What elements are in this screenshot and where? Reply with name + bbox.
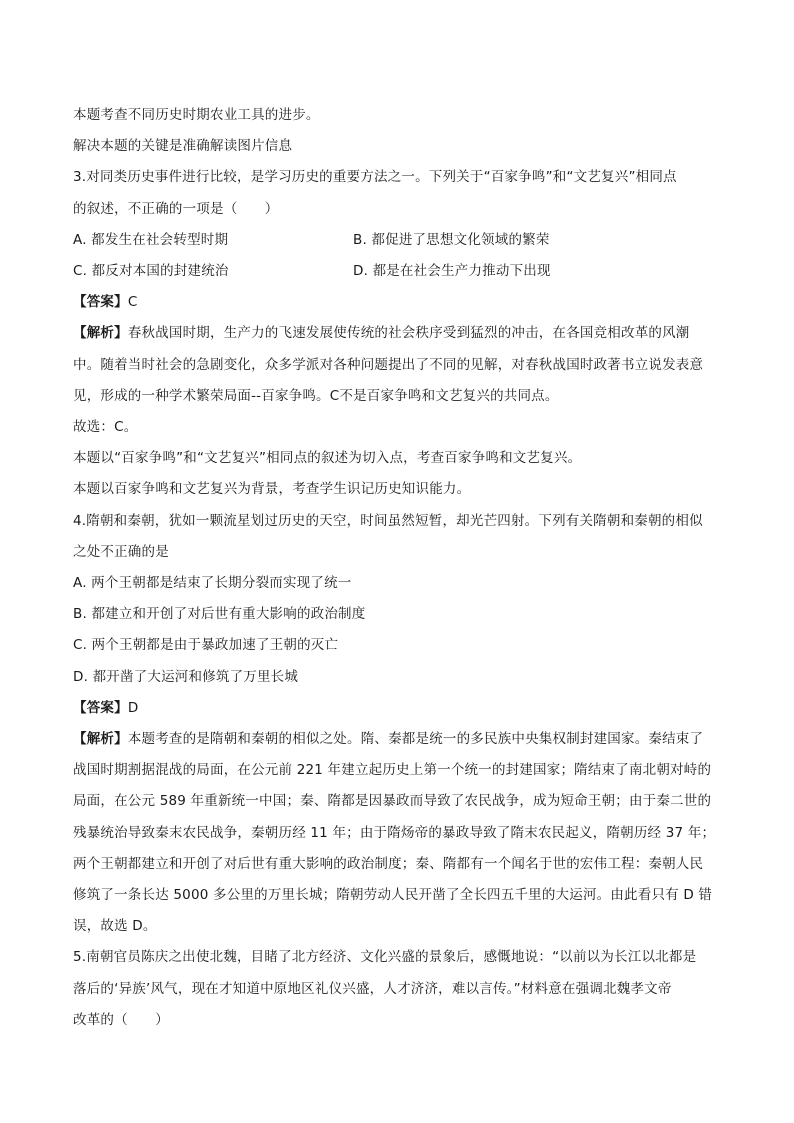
question-stem: 改革的（ ） bbox=[73, 1011, 169, 1028]
note-line: 本题以“百家争鸣”和“文艺复兴”相同点的叙述为切入点，考查百家争鸣和文艺复兴。 bbox=[73, 450, 582, 467]
note-line: 本题以百家争鸣和文艺复兴为背景，考查学生识记历史知识能力。 bbox=[73, 481, 471, 498]
question-5 bbox=[73, 942, 723, 1036]
option-row bbox=[73, 225, 723, 256]
option-d: D. 都是在社会生产力推动下出现 bbox=[353, 263, 551, 280]
question-4 bbox=[73, 506, 723, 943]
answer-tag: 【答案】 bbox=[73, 294, 128, 311]
question-stem: 落后的‘异族’风气，现在才知道中原地区礼仪兴盛，人才济济，难以言传。”材料意在强调北魏孝文帝 bbox=[73, 980, 672, 997]
analysis-text: 春秋战国时期，生产力的飞速发展使传统的社会秩序受到猛烈的冲击，在各国竞相改革的风潮 bbox=[127, 325, 690, 342]
option-a: A. 都发生在社会转型时期 bbox=[73, 231, 229, 248]
question-stem: 4.隋朝和秦朝，犹如一颗流星划过历史的天空，时间虽然短暂，却光芒四射。下列有关隋朝和秦朝的相似 bbox=[73, 512, 703, 529]
option-c: C. 两个王朝都是由于暴政加速了王朝的灭亡 bbox=[73, 637, 339, 654]
option-c: C. 都反对本国的封建统治 bbox=[73, 263, 229, 280]
question-stem: 3.对同类历史事件进行比较，是学习历史的重要方法之一。下列关于“百家争鸣”和“文艺复兴”相同点 bbox=[73, 169, 677, 186]
analysis-line: 残暴统治导致秦末农民战争，秦朝历经 11 年；由于隋炀帝的暴政导致了隋末农民起义，隋朝历经 37 年； bbox=[73, 824, 716, 841]
text-line: 解决本题的关键是准确解读图片信息 bbox=[73, 138, 293, 155]
answer-value: D bbox=[127, 699, 139, 716]
analysis-line: 修筑了一条长达 5000 多公里的万里长城；隋朝劳动人民开凿了全长四五千里的大运河。由此看只有 D 错 bbox=[73, 887, 713, 904]
question-stem: 5.南朝官员陈庆之出使北魏，目睹了北方经济、文化兴盛的景象后，感慨地说：“以前以为长江以北都是 bbox=[73, 949, 697, 966]
analysis-tag: 【解析】 bbox=[73, 731, 128, 748]
analysis-line bbox=[73, 318, 723, 349]
analysis-line: 两个王朝都建立和开创了对后世有重大影响的政治制度；秦、隋都有一个闻名于世的宏伟工程：秦朝人民 bbox=[73, 855, 704, 872]
analysis-tag: 【解析】 bbox=[73, 325, 128, 342]
analysis-line: 中。随着当时社会的急剧变化，众多学派对各种问题提出了不同的见解，对春秋战国时政著书立说发表意 bbox=[73, 356, 704, 373]
question-stem: 的叙述，不正确的一项是（ ） bbox=[73, 200, 279, 217]
choice-line: 故选：C。 bbox=[73, 419, 138, 436]
document-body bbox=[73, 100, 723, 1036]
answer-tag: 【答案】 bbox=[73, 699, 128, 716]
answer-line bbox=[73, 287, 723, 318]
analysis-line: 局面，在公元 589 年重新统一中国；秦、隋都是因暴政而导致了农民战争，成为短命王朝；由于秦二世的 bbox=[73, 793, 712, 810]
answer-line bbox=[73, 693, 723, 724]
text-line: 本题考查不同历史时期农业工具的进步。 bbox=[73, 107, 320, 123]
question-3 bbox=[73, 162, 723, 505]
analysis-text: 本题考查的是隋朝和秦朝的相似之处。隋、秦都是统一的多民族中央集权制封建国家。秦结束了 bbox=[127, 731, 704, 748]
option-b: B. 都建立和开创了对后世有重大影响的政治制度 bbox=[73, 606, 366, 623]
option-row bbox=[73, 256, 723, 287]
analysis-line: 见，形成的一种学术繁荣局面--百家争鸣。C不是百家争鸣和文艺复兴的共同点。 bbox=[73, 387, 559, 404]
option-b: B. 都促进了思想文化领域的繁荣 bbox=[353, 231, 550, 248]
analysis-line: 误，故选 D。 bbox=[73, 918, 157, 935]
question-stem: 之处不正确的是 bbox=[73, 543, 169, 560]
option-d: D. 都开凿了大运河和修筑了万里长城 bbox=[73, 668, 299, 685]
analysis-line: 战国时期割据混战的局面，在公元前 221 年建立起历史上第一个统一的封建国家；隋结束了南北朝对峙的 bbox=[73, 762, 712, 779]
option-a: A. 两个王朝都是结束了长期分裂而实现了统一 bbox=[73, 575, 352, 592]
analysis-line bbox=[73, 724, 723, 755]
answer-value: C bbox=[127, 294, 138, 311]
